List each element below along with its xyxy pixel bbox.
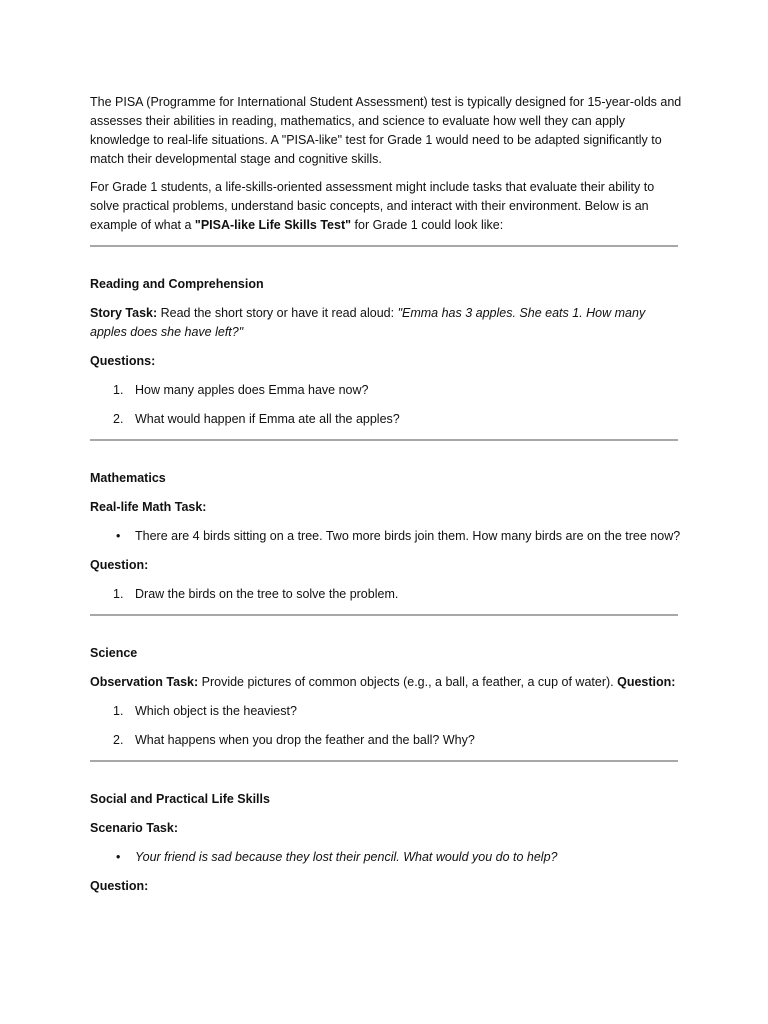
- reading-task-text: Read the short story or have it read aloud:: [157, 306, 398, 320]
- science-title: Science: [90, 646, 138, 660]
- section-divider: [90, 439, 678, 441]
- math-task-label: Real-life Math Task:: [90, 500, 207, 514]
- reading-task: [90, 304, 682, 342]
- list-item: [90, 731, 682, 750]
- reading-questions-label: Questions:: [90, 354, 156, 368]
- list-item-text: There are 4 birds sitting on a tree. Two more birds join them. How many birds are on the tree now?: [135, 529, 681, 543]
- math-title: Mathematics: [90, 471, 166, 485]
- science-task-label: Observation Task:: [90, 675, 199, 689]
- list-number: 2.: [113, 412, 124, 426]
- list-number: 2.: [113, 733, 124, 747]
- list-item: [90, 381, 682, 400]
- list-item-text: What happens when you drop the feather and the ball? Why?: [135, 733, 475, 747]
- list-number: 1.: [113, 704, 124, 718]
- list-item: [90, 410, 682, 429]
- social-title: Social and Practical Life Skills: [90, 792, 270, 806]
- list-item: [90, 585, 682, 604]
- bullet-icon: •: [116, 529, 121, 543]
- reading-title: Reading and Comprehension: [90, 277, 264, 291]
- list-item-text: Draw the birds on the tree to solve the problem.: [135, 587, 399, 601]
- reading-task-label: Story Task:: [90, 306, 158, 320]
- social-question-label: Question:: [90, 879, 149, 893]
- math-questions-list: [90, 585, 682, 604]
- intro-p2-start: For Grade 1 students, a life-skills-oriented assessment might include tasks that evaluate their ability to solve practical problems, understand basic concepts, and interact with their environment. Below is an example of what a: [90, 180, 655, 232]
- intro-paragraph-1: The PISA (Programme for International Student Assessment) test is typically designed for 15-year-olds and assesses their abilities in reading, mathematics, and science to evaluate how well they can apply knowledge to real-life situations. A "PISA-like" test for Grade 1 would need to be adapted significantly to match their developmental stage and cognitive skills.: [90, 95, 682, 166]
- list-number: 1.: [113, 587, 124, 601]
- intro-p2-bold: "PISA-like Life Skills Test": [194, 218, 352, 232]
- intro-p2-end: for Grade 1 could look like:: [351, 218, 504, 232]
- list-item: [90, 527, 682, 546]
- list-item-text: How many apples does Emma have now?: [135, 383, 369, 397]
- math-bullet-list: [90, 527, 682, 546]
- list-item-text: Which object is the heaviest?: [135, 704, 297, 718]
- science-questions-list: [90, 702, 682, 750]
- list-item-text: What would happen if Emma ate all the apples?: [135, 412, 400, 426]
- reading-questions-list: [90, 381, 682, 429]
- section-divider: [90, 760, 678, 762]
- list-item-text: Your friend is sad because they lost their pencil. What would you do to help?: [135, 850, 558, 864]
- science-question-label: Question:: [617, 675, 676, 689]
- science-task-text: Provide pictures of common objects (e.g., a ball, a feather, a cup of water).: [198, 675, 618, 689]
- intro-paragraph-2: [90, 178, 682, 235]
- list-item: [90, 702, 682, 721]
- list-number: 1.: [113, 383, 124, 397]
- section-divider: [90, 614, 678, 616]
- section-divider: [90, 245, 678, 247]
- bullet-icon: •: [116, 850, 121, 864]
- list-item: [90, 848, 682, 867]
- document-content: [90, 93, 682, 906]
- social-bullet-list: [90, 848, 682, 867]
- social-task-label: Scenario Task:: [90, 821, 179, 835]
- reading-task-quote: "Emma has 3 apples. She eats 1. How many apples does she have left?": [90, 306, 646, 339]
- science-task: [90, 673, 682, 692]
- math-question-label: Question:: [90, 558, 149, 572]
